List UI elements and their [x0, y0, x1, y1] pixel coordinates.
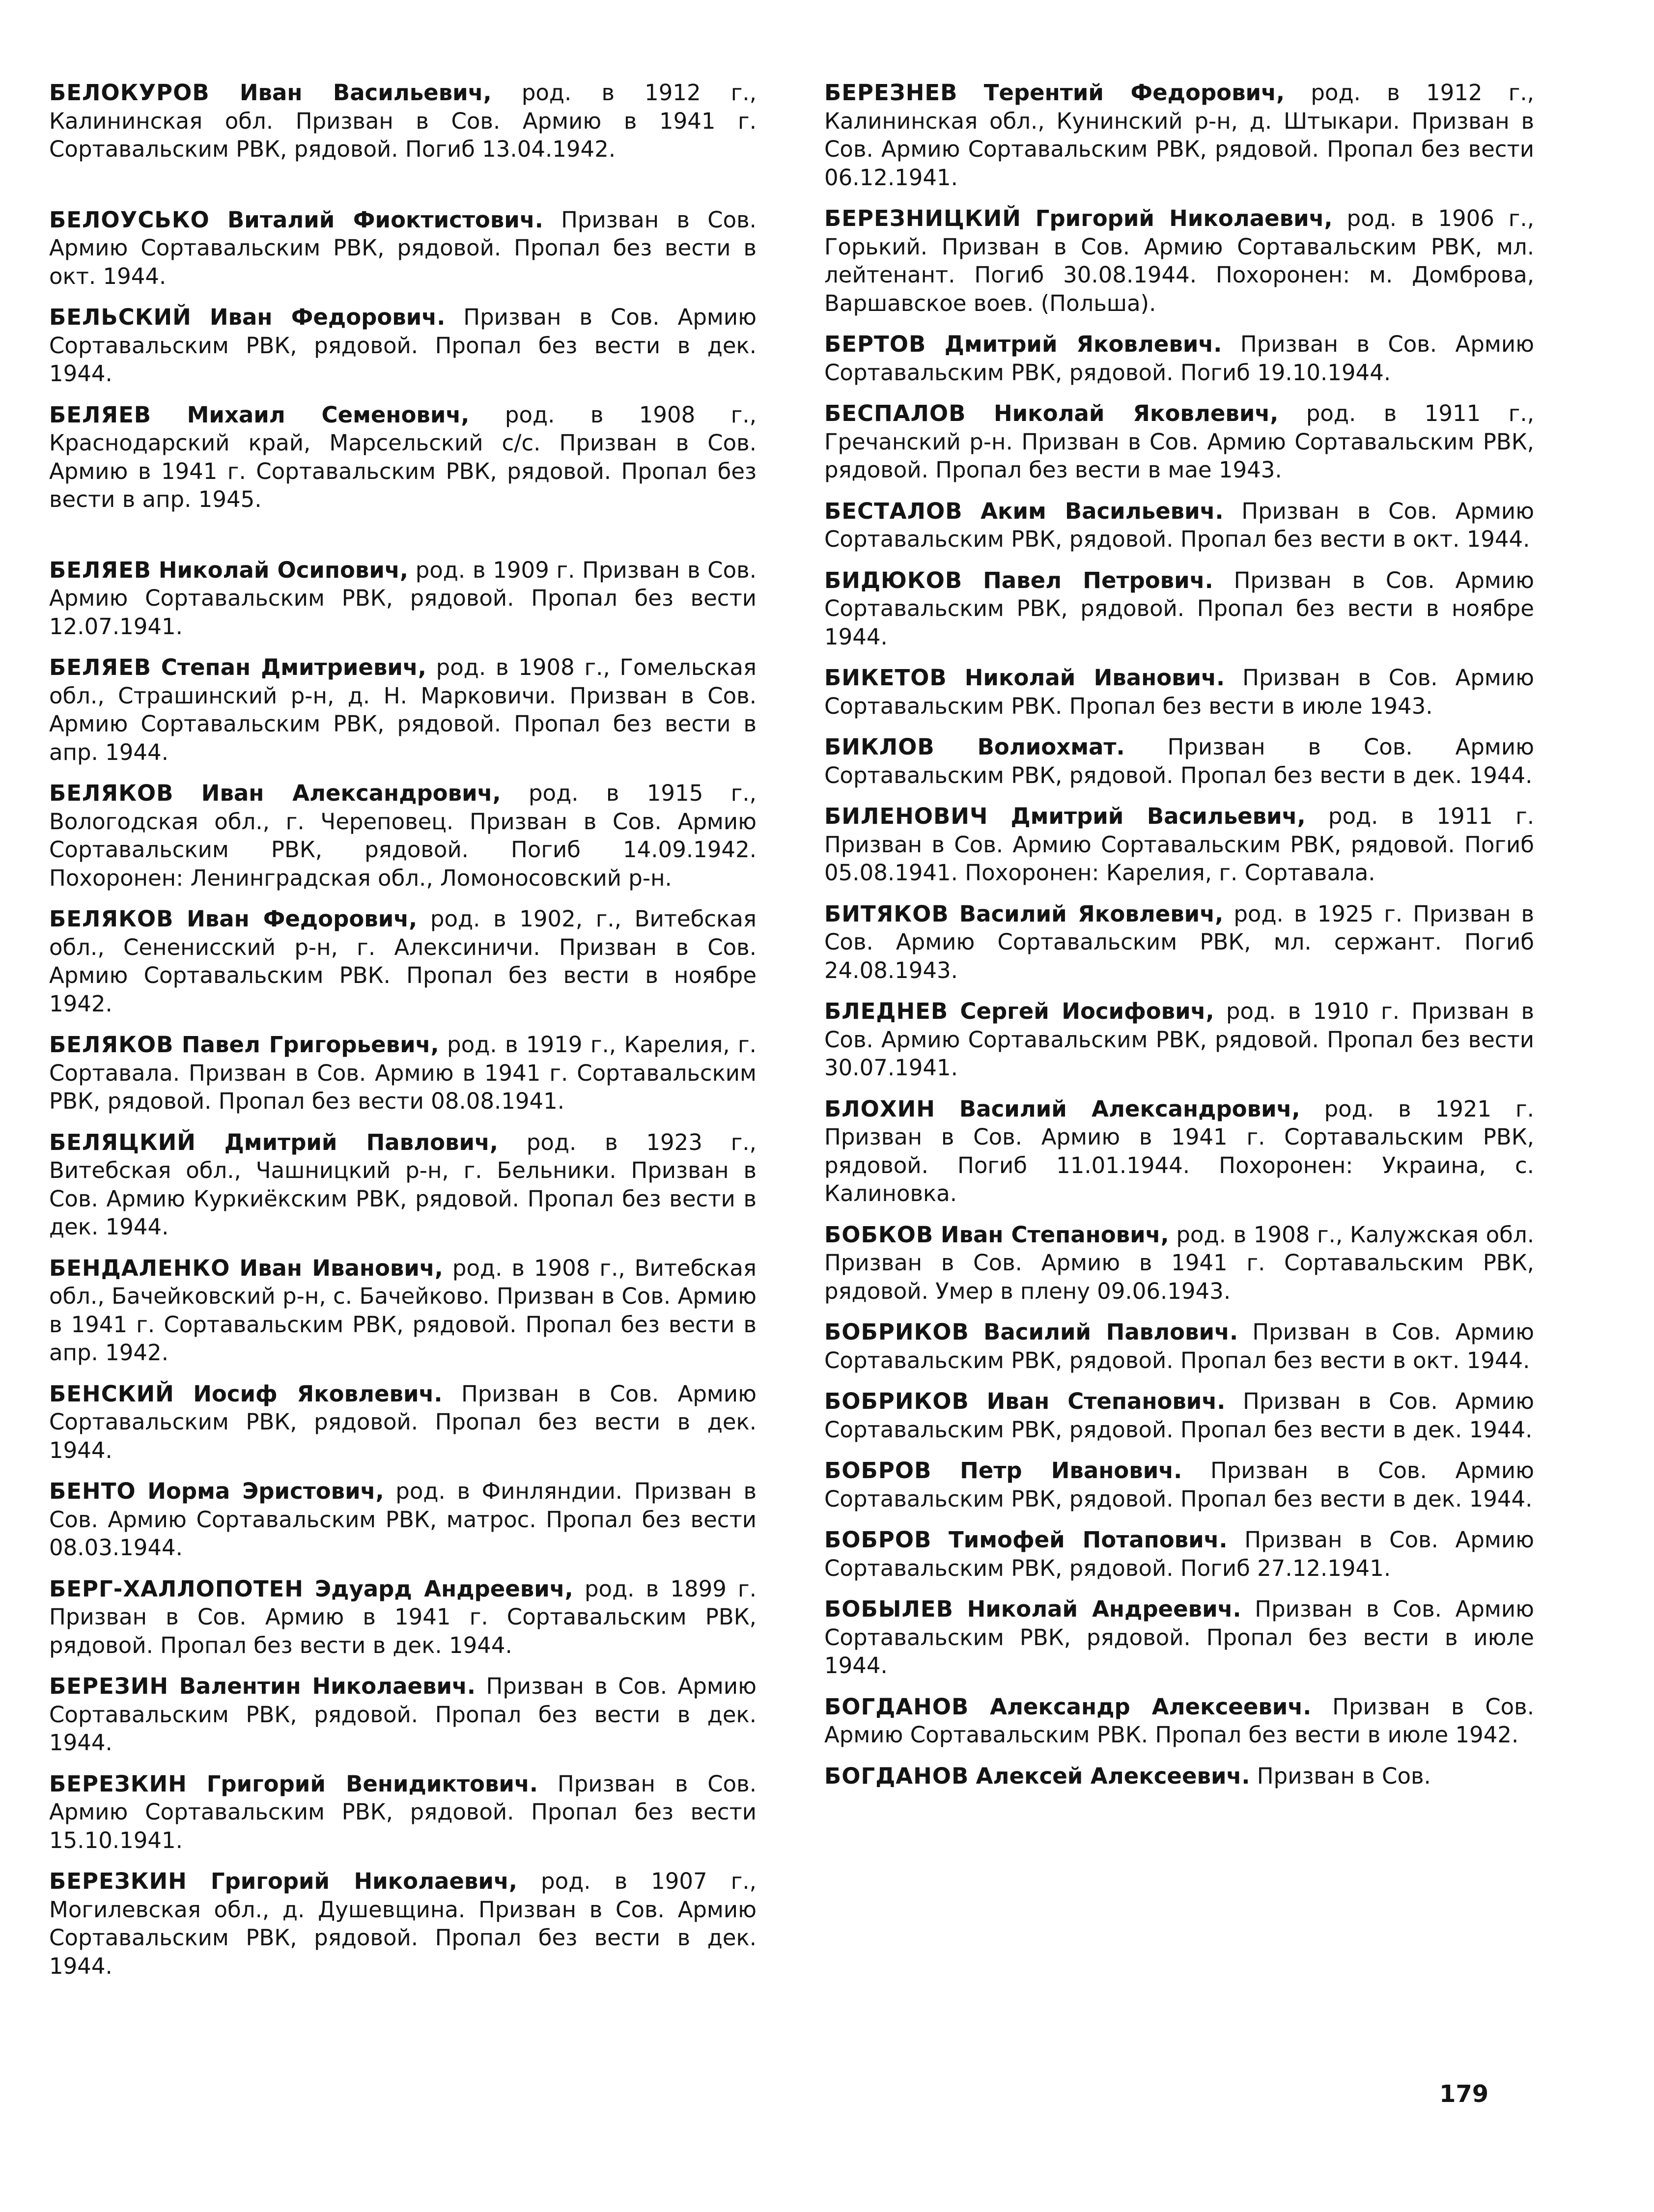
entry-details: род. в 1908 г., Гомельская обл., Страшинский р-н, д. Н. Марковичи. Призван в Сов. Армию Сортавальским РВК, рядовой. Пропал без вести в апр. 1944. [49, 654, 757, 765]
entry-given-name: Дмитрий Павлович, [224, 1129, 498, 1155]
register-entry [49, 1575, 757, 1660]
entry-surname: БОБКОВ [824, 1221, 934, 1248]
entry-given-name: Василий Яковлевич, [959, 900, 1224, 927]
entry-given-name: Валентин Николаевич. [179, 1673, 476, 1699]
register-entry [824, 1221, 1534, 1306]
entry-given-name: Иван Александрович, [201, 780, 501, 806]
entry-given-name: Терентий Федорович, [983, 80, 1285, 106]
entry-details: род. в 1911 г. Призван в Сов. Армию Сортавальским РВК, рядовой. Погиб 05.08.1941. Похоронен: Карелия, г. Сортавала. [824, 803, 1535, 886]
entry-details: род. в 1912 г., Калининская обл. Призван в Сов. Армию в 1941 г. Сортавальским РВК, рядовой. Погиб 13.04.1942. [49, 80, 757, 162]
entry-details: род. в Финляндии. Призван в Сов. Армию Сортавальским РВК, матрос. Пропал без вести 08.03.1944. [49, 1478, 757, 1561]
entry-surname: БЕЛЯКОВ [49, 1032, 174, 1058]
entry-details: Призван в Сов. Армию Сортавальским РВК, рядовой. Пропал без вести в дек. 1944. [824, 1388, 1534, 1443]
register-entry [824, 497, 1534, 554]
entry-surname: БИТЯКОВ [824, 900, 949, 927]
register-entry [824, 1595, 1534, 1680]
entry-surname: БЕЛЯЕВ [49, 557, 152, 583]
entry-surname: БЕСТАЛОВ [824, 498, 963, 524]
register-entry [49, 206, 757, 291]
register-entry [49, 1672, 757, 1757]
entry-surname: БЕРЕЗНЕВ [824, 80, 958, 106]
entry-surname: БИДЮКОВ [824, 567, 963, 593]
entry-details: род. в 1908 г., Краснодарский край, Марсельский с/с. Призван в Сов. Армию в 1941 г. Сортавальским РВК, рядовой. Пропал без вести в апр. 1945. [49, 401, 757, 512]
entry-details: Призван в Сов. Армию Сортавальским РВК, рядовой. Пропал без вести в дек. 1944. [824, 1457, 1535, 1512]
left-column [49, 79, 757, 1993]
entry-given-name: Павел Григорьевич, [181, 1032, 439, 1058]
register-entry [49, 653, 757, 766]
register-entry [824, 997, 1534, 1082]
entry-surname: БЕРЕЗИН [49, 1673, 169, 1699]
entry-given-name: Тимофей Потапович. [949, 1527, 1228, 1553]
entry-details: род. в 1911 г., Гречанский р-н. Призван в Сов. Армию Сортавальским РВК, рядовой. Пропал без вести в мае 1943. [824, 400, 1534, 483]
entry-surname: БЛОХИН [824, 1095, 935, 1122]
entry-details: Призван в Сов. Армию Сортавальским РВК, рядовой. Пропал без вести в дек. 1944. [824, 734, 1534, 788]
register-entry [824, 1387, 1534, 1444]
entry-details: род. в 1919 г., Карелия, г. Сортавала. Призван в Сов. Армию в 1941 г. Сортавальским РВК, рядовой. Пропал без вести 08.08.1941. [49, 1032, 757, 1114]
entry-details: Призван в Сов. [1257, 1763, 1431, 1789]
entry-surname: БИЛЕНОВИЧ [824, 803, 988, 829]
register-entry [824, 204, 1534, 317]
register-entry [824, 664, 1534, 720]
entry-given-name: Эдуард Андреевич, [315, 1575, 573, 1602]
entry-given-name: Виталий Фиоктистович. [227, 206, 543, 233]
entry-given-name: Дмитрий Яковлевич. [944, 331, 1222, 357]
entry-given-name: Дмитрий Васильевич, [1010, 803, 1306, 829]
register-entry [824, 399, 1534, 484]
register-entry [824, 330, 1534, 387]
entry-given-name: Григорий Николаевич, [210, 1868, 517, 1894]
entry-given-name: Иван Васильевич, [239, 80, 492, 106]
entry-given-name: Николай Яковлевич, [993, 400, 1279, 426]
entry-details: род. в 1915 г., Вологодская обл., г. Череповец. Призван в Сов. Армию Сортавальским РВК, рядовой. Погиб 14.09.1942. Похоронен: Ленинградская обл., Ломоносовский р-н. [49, 780, 757, 891]
register-entry [49, 303, 757, 388]
register-entry [824, 1693, 1534, 1749]
entry-given-name: Павел Петрович. [983, 567, 1213, 593]
entry-surname: БЕЛЯКОВ [49, 780, 174, 806]
entry-given-name: Михаил Семенович, [187, 401, 470, 428]
register-entry [824, 1456, 1534, 1513]
entry-surname: БЕНСКИЙ [49, 1380, 174, 1407]
entry-details: род. в 1910 г. Призван в Сов. Армию Сортавальским РВК, рядовой. Пропал без вести 30.07.1941. [824, 998, 1535, 1081]
entry-given-name: Григорий Венидиктович. [206, 1770, 538, 1797]
entry-details: Призван в Сов. Армию Сортавальским РВК. Пропал без вести в июле 1942. [824, 1693, 1535, 1748]
entry-surname: БОБРОВ [824, 1527, 932, 1553]
page-number: 179 [1439, 2080, 1489, 2108]
register-entry [49, 1380, 757, 1465]
entry-given-name: Николай Андреевич. [967, 1596, 1241, 1622]
entry-details: Призван в Сов. Армию Сортавальским РВК, рядовой. Погиб 19.10.1944. [824, 331, 1534, 386]
entry-surname: БЕЛЯКОВ [49, 906, 174, 932]
register-entry [824, 566, 1534, 651]
register-entry [49, 1254, 757, 1367]
entry-surname: БЕЛОКУРОВ [49, 80, 210, 106]
entry-details: Призван в Сов. Армию Сортавальским РВК. Пропал без вести в июле 1943. [824, 665, 1534, 719]
entry-given-name: Иван Федорович, [187, 906, 418, 932]
entry-details: Призван в Сов. Армию Сортавальским РВК, рядовой. Пропал без вести в окт. 1944. [824, 1319, 1534, 1373]
register-entry [824, 802, 1534, 887]
entry-surname: БЕРЕЗКИН [49, 1868, 187, 1894]
entry-surname: БЕЛЯЕВ [49, 401, 152, 428]
register-entry [49, 556, 757, 641]
entry-details: род. в 1902, г., Витебская обл., Сененисский р-н, г. Алексиничи. Призван в Сов. Армию Сортавальским РВК. Пропал без вести в ноябре 1942. [49, 906, 757, 1017]
register-entry [49, 779, 757, 892]
entry-surname: БЕРЕЗНИЦКИЙ [824, 205, 1021, 231]
register-entry [49, 905, 757, 1018]
entry-surname: БОБРИКОВ [824, 1388, 969, 1414]
entry-details: род. в 1923 г., Витебская обл., Чашницкий р-н, г. Бельники. Призван в Сов. Армию Куркиёкским РВК, рядовой. Пропал без вести в дек. 1944. [49, 1129, 757, 1240]
register-entry [824, 900, 1534, 985]
entry-surname: БЕНДАЛЕНКО [49, 1255, 230, 1281]
entry-given-name: Степан Дмитриевич, [161, 654, 426, 680]
register-entry [49, 1031, 757, 1116]
entry-details: Призван в Сов. Армию Сортавальским РВК, рядовой. Пропал без вести 15.10.1941. [49, 1770, 757, 1853]
entry-surname: БЕНТО [49, 1478, 136, 1504]
entry-details: род. в 1899 г. Призван в Сов. Армию в 1941 г. Сортавальским РВК, рядовой. Пропал без вести в дек. 1944. [49, 1575, 757, 1658]
entry-surname: БЕСПАЛОВ [824, 400, 966, 426]
entry-details: род. в 1912 г., Калининская обл., Кунинский р-н, д. Штыкари. Призван в Сов. Армию Сортавальским РВК, рядовой. Пропал без вести 06.12.1941. [824, 80, 1534, 191]
entry-details: Призван в Сов. Армию Сортавальским РВК, рядовой. Пропал без вести в июле 1944. [824, 1596, 1535, 1679]
entry-surname: БЕЛЯЕВ [49, 654, 152, 680]
entry-given-name: Иван Степанович, [940, 1221, 1169, 1248]
entry-details: род. в 1909 г. Призван в Сов. Армию Сортавальским РВК, рядовой. Пропал без вести 12.07.1941. [49, 557, 757, 640]
register-entry [49, 1867, 757, 1980]
register-entry [49, 1477, 757, 1562]
entry-given-name: Иван Степанович. [986, 1388, 1226, 1414]
entry-surname: БИКЕТОВ [824, 665, 947, 691]
entry-surname: БИКЛОВ [824, 734, 935, 760]
entry-given-name: Алексей Алексеевич. [976, 1763, 1250, 1789]
entry-surname: БЕЛЯЦКИЙ [49, 1129, 196, 1155]
entry-given-name: Иван Федорович. [209, 304, 446, 330]
entry-given-name: Василий Павлович. [983, 1319, 1238, 1345]
entry-given-name: Петр Иванович. [960, 1457, 1182, 1484]
entry-details: род. в 1921 г. Призван в Сов. Армию в 1941 г. Сортавальским РВК, рядовой. Погиб 11.01.1944. Похоронен: Украина, с. Калиновка. [824, 1095, 1534, 1206]
entry-details: Призван в Сов. Армию Сортавальским РВК, рядовой. Погиб 27.12.1941. [824, 1527, 1534, 1581]
register-entry [824, 79, 1534, 192]
entry-surname: БЕРГ-ХАЛЛОПОТЕН [49, 1575, 304, 1602]
entry-details: Призван в Сов. Армию Сортавальским РВК, рядовой. Пропал без вести в окт. 1944. [824, 498, 1534, 552]
entry-surname: БЕЛОУСЬКО [49, 206, 210, 233]
entry-details: род. в 1907 г., Могилевская обл., д. Душевщина. Призван в Сов. Армию Сортавальским РВК, рядовой. Пропал без вести в дек. 1944. [49, 1868, 757, 1979]
entry-given-name: Аким Васильевич. [981, 498, 1224, 524]
entry-surname: БОГДАНОВ [824, 1693, 969, 1720]
entry-given-name: Григорий Николаевич, [1035, 205, 1333, 231]
entry-surname: БОБРИКОВ [824, 1319, 969, 1345]
entry-details: Призван в Сов. Армию Сортавальским РВК, рядовой. Пропал без вести в дек. 1944. [49, 1380, 757, 1463]
entry-given-name: Иорма Эристович, [147, 1478, 384, 1504]
entry-surname: БЕРТОВ [824, 331, 926, 357]
register-entry [49, 1770, 757, 1855]
entry-surname: БЛЕДНЕВ [824, 998, 949, 1024]
entry-given-name: Иван Иванович, [239, 1255, 443, 1281]
entry-given-name: Николай Осипович, [158, 557, 408, 583]
right-column [824, 79, 1534, 1803]
entry-surname: БОБЫЛЕВ [824, 1596, 953, 1622]
register-entry [824, 1762, 1534, 1791]
entry-details: Призван в Сов. Армию Сортавальским РВК, рядовой. Пропал без вести в ноябре 1944. [824, 567, 1534, 650]
entry-surname: БОБРОВ [824, 1457, 932, 1484]
entry-given-name: Сергей Иосифович, [960, 998, 1214, 1024]
register-entry [824, 1095, 1534, 1208]
entry-details: род. в 1906 г., Горький. Призван в Сов. Армию Сортавальским РВК, мл. лейтенант. Погиб 30.08.1944. Похоронен: м. Домброва, Варшавское воев. (Польша). [824, 205, 1534, 316]
entry-surname: БЕЛЬСКИЙ [49, 304, 192, 330]
register-entry [49, 401, 757, 514]
register-entry [824, 1318, 1534, 1374]
register-entry [824, 733, 1534, 789]
entry-given-name: Александр Алексеевич. [990, 1693, 1312, 1720]
entry-given-name: Волиохмат. [977, 734, 1125, 760]
entry-details: род. в 1908 г., Витебская обл., Бачейковский р-н, с. Бачейково. Призван в Сов. Армию в 1941 г. Сортавальским РВК, рядовой. Пропал без вести в апр. 1942. [49, 1255, 757, 1366]
entry-details: род. в 1908 г., Калужская обл. Призван в Сов. Армию в 1941 г. Сортавальским РВК, рядовой. Умер в плену 09.06.1943. [824, 1221, 1535, 1304]
register-entry [49, 1128, 757, 1241]
register-entry [824, 1526, 1534, 1582]
entry-details: Призван в Сов. Армию Сортавальским РВК, рядовой. Пропал без вести в окт. 1944. [49, 206, 757, 289]
entry-details: род. в 1925 г. Призван в Сов. Армию Сортавальским РВК, мл. сержант. Погиб 24.08.1943. [824, 900, 1535, 983]
entry-surname: БЕРЕЗКИН [49, 1770, 187, 1797]
entry-given-name: Иосиф Яковлевич. [193, 1380, 443, 1407]
register-entry [49, 79, 757, 164]
entry-given-name: Василий Александрович, [959, 1095, 1300, 1122]
entry-surname: БОГДАНОВ [824, 1763, 969, 1789]
entry-given-name: Николай Иванович. [964, 665, 1225, 691]
entry-details: Призван в Сов. Армию Сортавальским РВК, рядовой. Пропал без вести в дек. 1944. [49, 304, 757, 387]
entry-details: Призван в Сов. Армию Сортавальским РВК, рядовой. Пропал без вести в дек. 1944. [49, 1673, 757, 1756]
